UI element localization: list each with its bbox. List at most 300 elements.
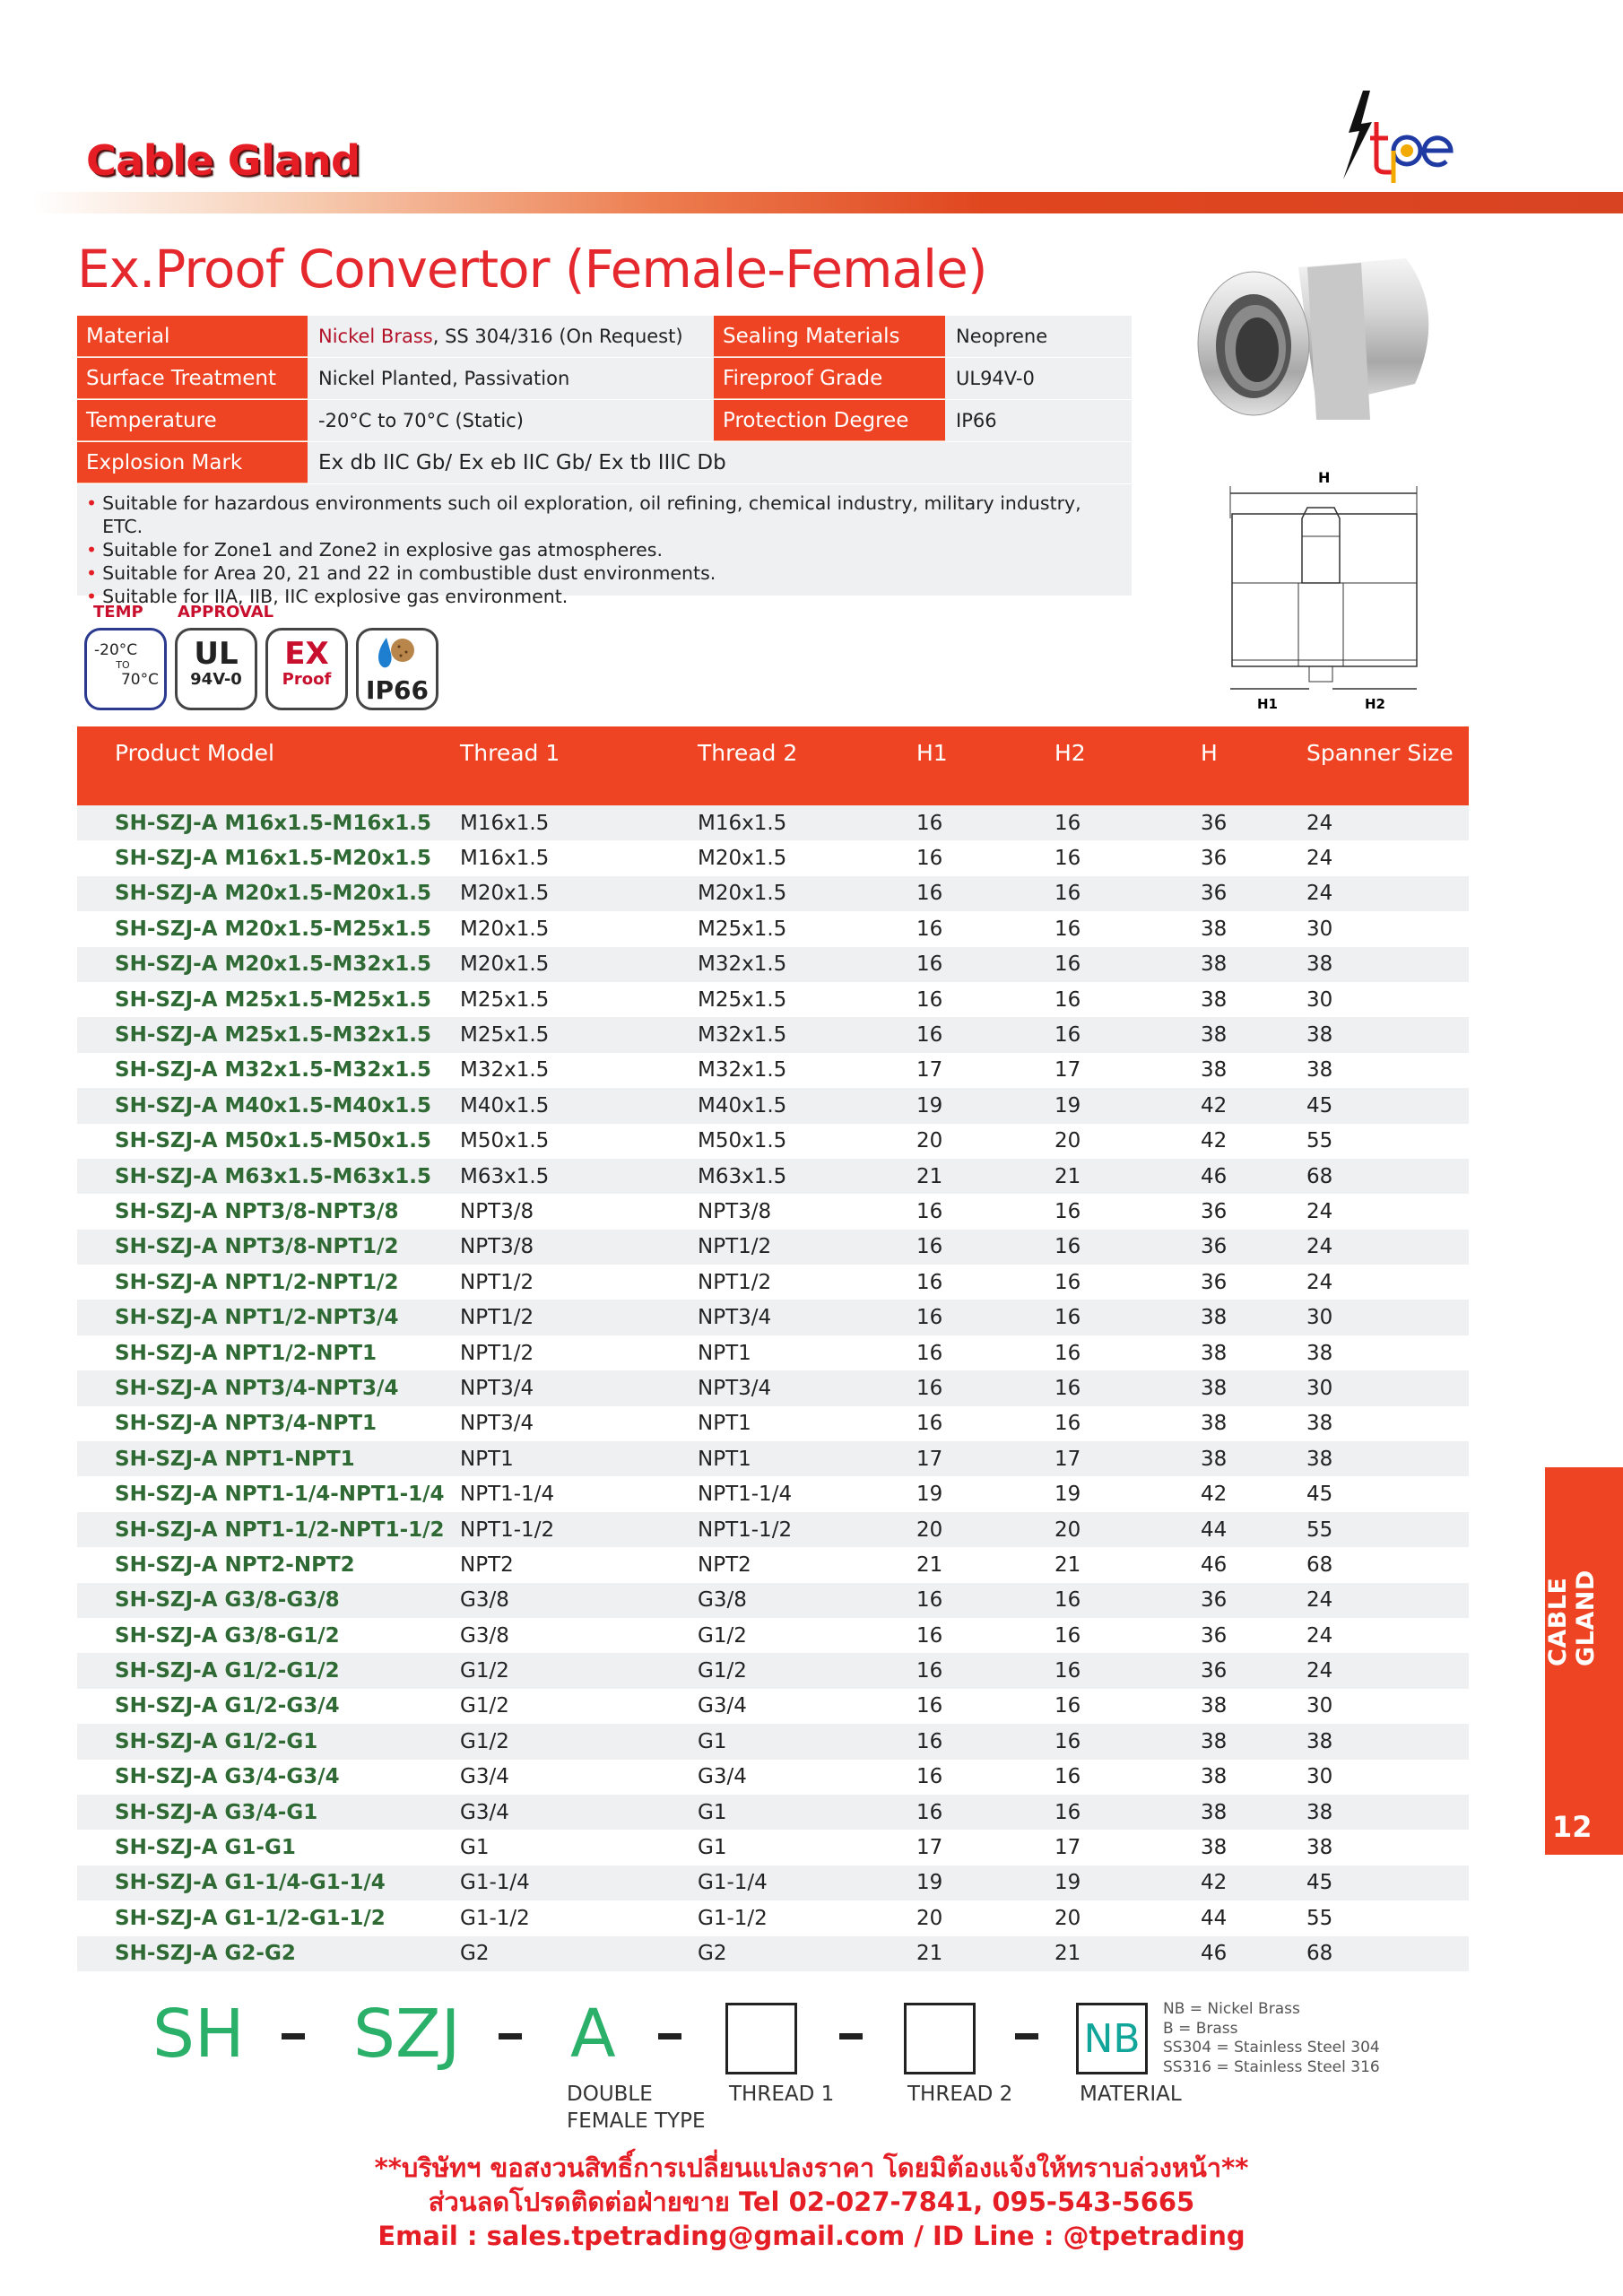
- code-segment-a: A: [570, 1996, 616, 2073]
- table-cell: 17: [916, 1441, 1055, 1476]
- spec-value: UL94V-0: [945, 358, 1132, 399]
- bullet-icon: •: [86, 562, 98, 584]
- table-cell: G3/4: [460, 1795, 698, 1830]
- table-cell: 16: [1055, 1406, 1201, 1441]
- table-cell: 21: [1055, 1936, 1201, 1971]
- product-model-cell: SH-SZJ-A M32x1.5-M32x1.5: [77, 1053, 460, 1088]
- table-cell: 16: [916, 1653, 1055, 1688]
- spec-value: [308, 316, 714, 357]
- table-row: [77, 1088, 1469, 1123]
- table-row: [77, 1618, 1469, 1653]
- product-model-cell: SH-SZJ-A NPT1-1/2-NPT1-1/2: [77, 1512, 460, 1547]
- table-cell: 45: [1306, 1088, 1469, 1123]
- table-cell: 20: [1055, 1124, 1201, 1159]
- table-row: [77, 805, 1469, 840]
- table-cell: M16x1.5: [460, 805, 698, 840]
- table-cell: 30: [1306, 1760, 1469, 1795]
- product-model-cell: SH-SZJ-A M20x1.5-M25x1.5: [77, 911, 460, 946]
- material-legend: NB = Nickel Brass B = Brass SS304 = Stainless Steel 304 SS316 = Stainless Steel 316: [1163, 2000, 1380, 2076]
- table-cell: NPT1/2: [460, 1265, 698, 1300]
- feature-item: • Suitable for IIA, IIB, IIC explosive gas environment.: [86, 586, 568, 607]
- table-row: [77, 947, 1469, 982]
- table-cell: NPT2: [698, 1547, 916, 1582]
- table-cell: 68: [1306, 1159, 1469, 1194]
- column-header: Spanner Size: [1306, 726, 1469, 805]
- table-cell: 16: [916, 1760, 1055, 1795]
- product-model-cell: SH-SZJ-A NPT1-NPT1: [77, 1441, 460, 1476]
- table-cell: M40x1.5: [698, 1088, 916, 1123]
- table-cell: 16: [916, 947, 1055, 982]
- table-cell: M25x1.5: [460, 1017, 698, 1052]
- table-cell: M25x1.5: [698, 982, 916, 1017]
- table-row: [77, 1230, 1469, 1265]
- table-cell: 16: [916, 1795, 1055, 1830]
- product-model-cell: SH-SZJ-A M20x1.5-M32x1.5: [77, 947, 460, 982]
- product-model-cell: SH-SZJ-A NPT2-NPT2: [77, 1547, 460, 1582]
- table-cell: 38: [1201, 1053, 1306, 1088]
- table-cell: 36: [1201, 1618, 1306, 1653]
- table-cell: 55: [1306, 1900, 1469, 1935]
- table-cell: NPT1: [698, 1406, 916, 1441]
- table-cell: 21: [1055, 1547, 1201, 1582]
- product-model-cell: SH-SZJ-A M16x1.5-M20x1.5: [77, 840, 460, 875]
- table-cell: 30: [1306, 1689, 1469, 1724]
- table-row: [77, 982, 1469, 1017]
- table-cell: 16: [916, 876, 1055, 911]
- table-cell: 38: [1201, 911, 1306, 946]
- spec-row-explosion: [77, 442, 1132, 483]
- table-cell: 68: [1306, 1547, 1469, 1582]
- table-cell: 16: [1055, 876, 1201, 911]
- table-cell: 38: [1306, 947, 1469, 982]
- table-cell: M50x1.5: [460, 1124, 698, 1159]
- table-cell: G3/4: [698, 1760, 916, 1795]
- table-cell: 38: [1201, 1689, 1306, 1724]
- table-cell: M50x1.5: [698, 1124, 916, 1159]
- spec-value: -20°C to 70°C (Static): [308, 400, 714, 441]
- table-cell: 38: [1201, 1760, 1306, 1795]
- table-cell: M40x1.5: [460, 1088, 698, 1123]
- table-cell: 38: [1306, 1724, 1469, 1759]
- table-row: [77, 1547, 1469, 1582]
- table-cell: 30: [1306, 982, 1469, 1017]
- table-cell: 45: [1306, 1866, 1469, 1900]
- product-model-cell: SH-SZJ-A M25x1.5-M25x1.5: [77, 982, 460, 1017]
- table-cell: M20x1.5: [460, 876, 698, 911]
- table-cell: 24: [1306, 1265, 1469, 1300]
- table-cell: M20x1.5: [460, 911, 698, 946]
- table-cell: 16: [1055, 1653, 1201, 1688]
- table-cell: 38: [1201, 1300, 1306, 1335]
- table-cell: 16: [916, 1618, 1055, 1653]
- table-row: [77, 1476, 1469, 1511]
- table-cell: 21: [916, 1936, 1055, 1971]
- table-cell: G1/2: [460, 1653, 698, 1688]
- table-row: [77, 1900, 1469, 1935]
- table-cell: M63x1.5: [460, 1159, 698, 1194]
- table-cell: 16: [1055, 1795, 1201, 1830]
- section-title: Cable Gland: [86, 136, 360, 185]
- table-cell: 20: [916, 1900, 1055, 1935]
- table-cell: G1/2: [698, 1653, 916, 1688]
- table-cell: 16: [916, 911, 1055, 946]
- table-cell: 38: [1201, 1335, 1306, 1370]
- spec-label: Material: [77, 316, 308, 357]
- table-cell: NPT1-1/2: [698, 1512, 916, 1547]
- table-cell: 36: [1201, 1194, 1306, 1229]
- table-cell: 16: [1055, 1300, 1201, 1335]
- product-model-cell: SH-SZJ-A G3/8-G1/2: [77, 1618, 460, 1653]
- table-cell: NPT1/2: [460, 1335, 698, 1370]
- table-cell: 16: [1055, 1689, 1201, 1724]
- table-cell: 16: [1055, 911, 1201, 946]
- product-model-cell: SH-SZJ-A G1/2-G1/2: [77, 1653, 460, 1688]
- side-tab: [1545, 1467, 1623, 1855]
- table-row: [77, 1265, 1469, 1300]
- table-cell: M32x1.5: [698, 1017, 916, 1052]
- table-cell: 16: [916, 1194, 1055, 1229]
- spec-label: Fireproof Grade: [714, 358, 945, 399]
- product-model-cell: SH-SZJ-A M16x1.5-M16x1.5: [77, 805, 460, 840]
- table-cell: 24: [1306, 1583, 1469, 1618]
- product-model-cell: SH-SZJ-A G1/2-G3/4: [77, 1689, 460, 1724]
- table-cell: 19: [916, 1476, 1055, 1511]
- bullet-icon: •: [86, 539, 98, 561]
- table-cell: 16: [1055, 1583, 1201, 1618]
- spec-label: Sealing Materials: [714, 316, 945, 357]
- table-cell: 38: [1306, 1017, 1469, 1052]
- h2-label: H2: [1365, 696, 1385, 712]
- table-cell: NPT1-1/4: [460, 1476, 698, 1511]
- table-row: [77, 1724, 1469, 1759]
- table-cell: 16: [916, 1406, 1055, 1441]
- table-cell: G1-1/2: [460, 1900, 698, 1935]
- column-header: H: [1201, 726, 1306, 805]
- table-cell: 38: [1306, 1795, 1469, 1830]
- water-dust-icon: [370, 634, 424, 674]
- product-title: Ex.Proof Convertor (Female-Female): [77, 239, 987, 300]
- table-cell: 36: [1201, 1230, 1306, 1265]
- table-cell: 46: [1201, 1159, 1306, 1194]
- spec-table: [77, 316, 1132, 484]
- product-model-cell: SH-SZJ-A G3/8-G3/8: [77, 1583, 460, 1618]
- table-row: [77, 1370, 1469, 1405]
- table-cell: 30: [1306, 1300, 1469, 1335]
- table-cell: 44: [1201, 1512, 1306, 1547]
- table-cell: M32x1.5: [698, 1053, 916, 1088]
- table-cell: G3/8: [698, 1583, 916, 1618]
- product-model-cell: SH-SZJ-A M50x1.5-M50x1.5: [77, 1124, 460, 1159]
- spec-row-material: [77, 316, 1132, 357]
- product-model-cell: SH-SZJ-A M63x1.5-M63x1.5: [77, 1159, 460, 1194]
- table-cell: 24: [1306, 876, 1469, 911]
- table-cell: 38: [1306, 1441, 1469, 1476]
- code-dash: [839, 2033, 863, 2039]
- footer: [0, 2151, 1623, 2253]
- table-cell: 16: [916, 1265, 1055, 1300]
- product-table: [77, 726, 1469, 1971]
- table-cell: 38: [1306, 1053, 1469, 1088]
- table-cell: G1/2: [698, 1618, 916, 1653]
- code-segment-szj: SZJ: [353, 1996, 461, 2073]
- table-row: [77, 1583, 1469, 1618]
- table-cell: M16x1.5: [698, 805, 916, 840]
- table-row: [77, 1830, 1469, 1865]
- table-cell: NPT1/2: [698, 1230, 916, 1265]
- code-dash: [658, 2033, 681, 2039]
- table-cell: 17: [1055, 1830, 1201, 1865]
- table-cell: 16: [1055, 1230, 1201, 1265]
- code-dash: [499, 2033, 522, 2039]
- table-cell: 38: [1201, 1017, 1306, 1052]
- table-cell: NPT3/8: [460, 1230, 698, 1265]
- bullet-icon: •: [86, 586, 98, 607]
- table-cell: NPT1: [698, 1441, 916, 1476]
- table-cell: 16: [916, 1017, 1055, 1052]
- spec-label: Surface Treatment: [77, 358, 308, 399]
- table-cell: M25x1.5: [698, 911, 916, 946]
- table-row: [77, 1760, 1469, 1795]
- table-cell: 38: [1201, 1370, 1306, 1405]
- table-cell: 36: [1201, 1583, 1306, 1618]
- temp-badge: -20°C TO 70°C: [84, 628, 167, 710]
- table-row: [77, 840, 1469, 875]
- column-header: Thread 1: [460, 726, 698, 805]
- table-cell: 16: [1055, 982, 1201, 1017]
- approval-heading: APPROVAL: [178, 603, 274, 622]
- table-cell: 16: [1055, 1724, 1201, 1759]
- column-header: H1: [916, 726, 1055, 805]
- table-cell: 38: [1201, 1830, 1306, 1865]
- product-model-cell: SH-SZJ-A M25x1.5-M32x1.5: [77, 1017, 460, 1052]
- temp-heading: TEMP: [93, 603, 143, 622]
- table-row: [77, 1335, 1469, 1370]
- table-cell: 42: [1201, 1866, 1306, 1900]
- ip66-badge: IP66: [356, 628, 438, 710]
- price-notice: **บริษัทฯ ขอสงวนสิทธิ์การเปลี่ยนแปลงราคา โดยมิต้องแจ้งให้ทราบล่วงหน้า**: [374, 2152, 1249, 2183]
- table-cell: G1: [698, 1795, 916, 1830]
- product-model-cell: SH-SZJ-A NPT3/8-NPT3/8: [77, 1194, 460, 1229]
- table-cell: NPT1-1/2: [460, 1512, 698, 1547]
- table-cell: 38: [1306, 1335, 1469, 1370]
- table-cell: NPT3/4: [460, 1370, 698, 1405]
- thread1-label: THREAD 1: [729, 2083, 835, 2106]
- table-cell: 16: [1055, 1370, 1201, 1405]
- table-cell: M16x1.5: [460, 840, 698, 875]
- table-cell: 36: [1201, 876, 1306, 911]
- tpe-logo: [1336, 86, 1462, 185]
- table-row: [77, 1689, 1469, 1724]
- table-cell: 38: [1306, 1406, 1469, 1441]
- product-model-cell: SH-SZJ-A M20x1.5-M20x1.5: [77, 876, 460, 911]
- product-model-cell: SH-SZJ-A G1-1/2-G1-1/2: [77, 1900, 460, 1935]
- table-cell: 19: [1055, 1476, 1201, 1511]
- table-cell: M63x1.5: [698, 1159, 916, 1194]
- contact-phone: ส่วนลดโปรดติดต่อฝ่ายขาย Tel 02-027-7841, 095-543-5665: [428, 2187, 1195, 2217]
- table-cell: 19: [1055, 1866, 1201, 1900]
- lightning-bolt-icon: [1343, 91, 1372, 179]
- table-row: [77, 1159, 1469, 1194]
- product-model-cell: SH-SZJ-A G1/2-G1: [77, 1724, 460, 1759]
- product-model-cell: SH-SZJ-A G2-G2: [77, 1936, 460, 1971]
- table-cell: G1/2: [460, 1724, 698, 1759]
- table-cell: 21: [916, 1547, 1055, 1582]
- table-row: [77, 876, 1469, 911]
- table-cell: G1-1/4: [698, 1866, 916, 1900]
- table-cell: 16: [1055, 1335, 1201, 1370]
- product-model-cell: SH-SZJ-A NPT1/2-NPT1: [77, 1335, 460, 1370]
- table-cell: 17: [1055, 1053, 1201, 1088]
- model-code-diagram: [0, 1991, 1623, 2135]
- spec-value: Ex db IIC Gb/ Ex eb IIC Gb/ Ex tb IIIC Db: [308, 442, 1132, 483]
- ex-proof-badge: EX Proof: [265, 628, 348, 710]
- table-cell: NPT3/8: [460, 1194, 698, 1229]
- table-cell: 20: [916, 1512, 1055, 1547]
- table-cell: G1: [698, 1830, 916, 1865]
- table-cell: M20x1.5: [460, 947, 698, 982]
- product-model-cell: SH-SZJ-A G3/4-G3/4: [77, 1760, 460, 1795]
- table-cell: G1: [460, 1830, 698, 1865]
- table-cell: M25x1.5: [460, 982, 698, 1017]
- table-cell: 17: [1055, 1441, 1201, 1476]
- feature-item: • Suitable for Zone1 and Zone2 in explosive gas atmospheres.: [86, 539, 663, 561]
- column-header: Thread 2: [698, 726, 916, 805]
- table-cell: 42: [1201, 1476, 1306, 1511]
- table-cell: 24: [1306, 1618, 1469, 1653]
- product-model-cell: SH-SZJ-A NPT1/2-NPT3/4: [77, 1300, 460, 1335]
- product-model-cell: SH-SZJ-A M40x1.5-M40x1.5: [77, 1088, 460, 1123]
- code-dash: [1015, 2033, 1038, 2039]
- column-header: H2: [1055, 726, 1201, 805]
- table-cell: 19: [916, 1088, 1055, 1123]
- table-cell: NPT1: [698, 1335, 916, 1370]
- table-row: [77, 1406, 1469, 1441]
- table-cell: 20: [1055, 1900, 1201, 1935]
- product-model-cell: SH-SZJ-A NPT1/2-NPT1/2: [77, 1265, 460, 1300]
- table-row: [77, 1936, 1469, 1971]
- spec-label: Explosion Mark: [77, 442, 308, 483]
- spec-value: IP66: [945, 400, 1132, 441]
- table-cell: 16: [916, 1300, 1055, 1335]
- table-cell: 24: [1306, 1653, 1469, 1688]
- product-model-cell: SH-SZJ-A NPT3/4-NPT3/4: [77, 1370, 460, 1405]
- table-cell: 19: [1055, 1088, 1201, 1123]
- dimension-diagram: [1219, 465, 1435, 712]
- table-cell: M20x1.5: [698, 840, 916, 875]
- table-cell: 36: [1201, 1265, 1306, 1300]
- table-cell: 30: [1306, 1370, 1469, 1405]
- table-cell: NPT3/4: [460, 1406, 698, 1441]
- table-cell: G2: [698, 1936, 916, 1971]
- table-cell: 55: [1306, 1124, 1469, 1159]
- table-cell: G3/4: [460, 1760, 698, 1795]
- spec-value: Nickel Planted, Passivation: [308, 358, 714, 399]
- table-cell: 68: [1306, 1936, 1469, 1971]
- table-cell: NPT3/4: [698, 1300, 916, 1335]
- table-cell: 16: [916, 1230, 1055, 1265]
- table-cell: 16: [1055, 1194, 1201, 1229]
- product-model-cell: SH-SZJ-A NPT3/4-NPT1: [77, 1406, 460, 1441]
- h1-label: H1: [1257, 696, 1278, 712]
- table-cell: 21: [916, 1159, 1055, 1194]
- table-cell: 45: [1306, 1476, 1469, 1511]
- product-model-cell: SH-SZJ-A G1-G1: [77, 1830, 460, 1865]
- thread1-box: [725, 2003, 797, 2074]
- table-row: [77, 1441, 1469, 1476]
- feature-item: • Suitable for hazardous environments such oil exploration, oil refining, chemical industry, military industry, ETC.: [86, 492, 1081, 537]
- table-cell: NPT1-1/4: [698, 1476, 916, 1511]
- table-cell: 44: [1201, 1900, 1306, 1935]
- spec-value: Neoprene: [945, 316, 1132, 357]
- table-cell: 38: [1201, 1724, 1306, 1759]
- table-cell: G3/8: [460, 1583, 698, 1618]
- table-cell: 30: [1306, 911, 1469, 946]
- table-cell: G3/4: [698, 1689, 916, 1724]
- table-header-row: [77, 726, 1469, 805]
- code-segment-sh: SH: [152, 1996, 245, 2073]
- table-cell: 16: [916, 1724, 1055, 1759]
- table-cell: 16: [916, 1335, 1055, 1370]
- table-cell: 16: [1055, 805, 1201, 840]
- table-cell: 42: [1201, 1088, 1306, 1123]
- table-cell: 17: [916, 1053, 1055, 1088]
- table-cell: 16: [916, 805, 1055, 840]
- feature-list: [77, 484, 1132, 607]
- table-cell: 24: [1306, 1230, 1469, 1265]
- table-row: [77, 1866, 1469, 1900]
- table-cell: 20: [1055, 1512, 1201, 1547]
- table-row: [77, 911, 1469, 946]
- bullet-icon: •: [86, 492, 98, 514]
- spec-row-surface: [77, 358, 1132, 399]
- product-model-cell: SH-SZJ-A NPT1-1/4-NPT1-1/4: [77, 1476, 460, 1511]
- table-cell: NPT1: [460, 1441, 698, 1476]
- table-cell: NPT3/4: [698, 1370, 916, 1405]
- thread2-box: [904, 2003, 976, 2074]
- table-cell: 24: [1306, 840, 1469, 875]
- table-cell: NPT3/8: [698, 1194, 916, 1229]
- table-cell: 16: [916, 1689, 1055, 1724]
- table-cell: 16: [916, 1370, 1055, 1405]
- table-cell: NPT1/2: [460, 1300, 698, 1335]
- table-cell: 16: [1055, 1760, 1201, 1795]
- spec-label: Protection Degree: [714, 400, 945, 441]
- table-row: [77, 1653, 1469, 1688]
- table-cell: 38: [1201, 947, 1306, 982]
- column-header: Product Model: [77, 726, 460, 805]
- table-cell: 17: [916, 1830, 1055, 1865]
- table-cell: 19: [916, 1866, 1055, 1900]
- ul-badge: UL 94V-0: [175, 628, 257, 710]
- table-cell: 46: [1201, 1936, 1306, 1971]
- table-cell: M20x1.5: [698, 876, 916, 911]
- material-highlight: Nickel Brass: [318, 326, 433, 347]
- type-label: DOUBLE FEMALE TYPE: [567, 2083, 706, 2133]
- table-cell: 16: [1055, 947, 1201, 982]
- table-cell: 16: [916, 840, 1055, 875]
- h-label: H: [1318, 469, 1331, 486]
- table-cell: 16: [1055, 1618, 1201, 1653]
- header-gradient-bar: [32, 192, 1623, 213]
- table-cell: G1: [698, 1724, 916, 1759]
- table-cell: G1/2: [460, 1689, 698, 1724]
- table-cell: 46: [1201, 1547, 1306, 1582]
- table-row: [77, 1194, 1469, 1229]
- product-model-cell: SH-SZJ-A NPT3/8-NPT1/2: [77, 1230, 460, 1265]
- table-cell: 55: [1306, 1512, 1469, 1547]
- table-cell: 16: [1055, 840, 1201, 875]
- material-label: MATERIAL: [1080, 2083, 1182, 2106]
